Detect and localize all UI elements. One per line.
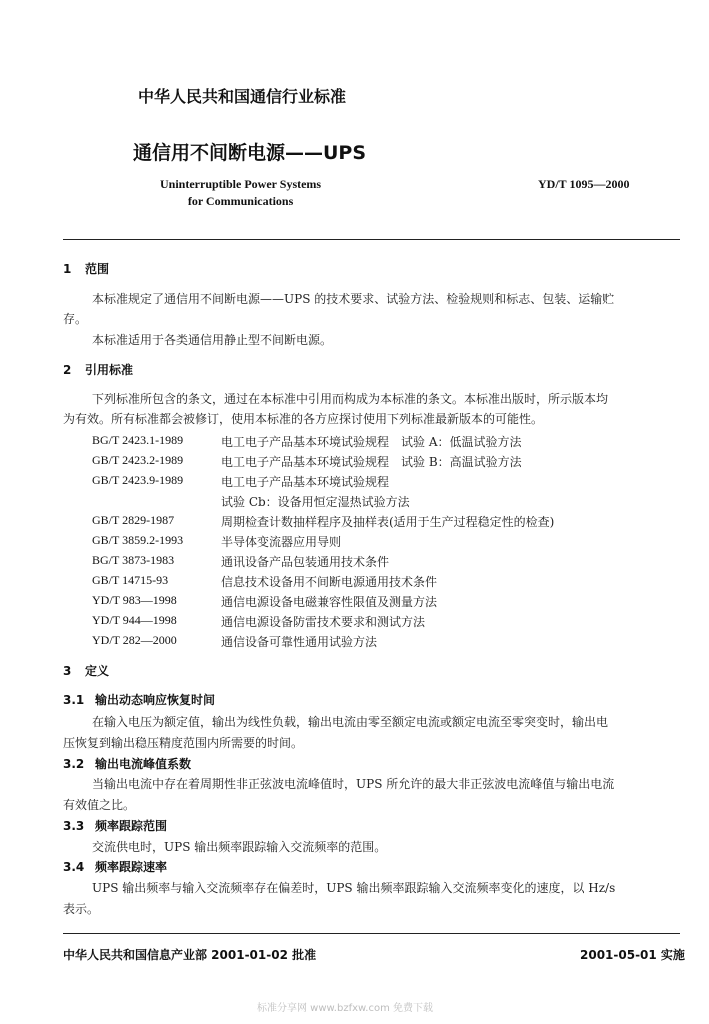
reference-code: GB/T 2423.9-1989 (92, 473, 184, 487)
reference-code: BG/T 3873-1983 (92, 553, 175, 567)
reference-code: GB/T 2829-1987 (92, 513, 175, 527)
definition-3-1-line-2: 压恢复到输出稳压精度范围内所需要的时间。 (63, 736, 304, 750)
section-title: 引用标准 (85, 363, 134, 377)
reference-code: GB/T 2423.2-1989 (92, 453, 184, 467)
definition-3-4-line-2: 表示。 (63, 902, 100, 916)
footer-divider (63, 933, 680, 934)
section-number: 1 (63, 262, 72, 276)
section-number: 2 (63, 363, 72, 377)
reference-title: 周期检查计数抽样程序及抽样表(适用于生产过程稳定性的检查) (221, 515, 555, 529)
reference-title: 通信电源设备电磁兼容性限值及测量方法 (221, 595, 438, 609)
scope-paragraph-line-1: 本标准规定了通信用不间断电源——UPS 的技术要求、试验方法、检验规则和标志、包装、运输贮 (92, 292, 615, 306)
section-2-heading (63, 361, 133, 378)
english-title-line-2: for Communications (187, 194, 294, 208)
subsection-number: 3.1 (63, 693, 85, 707)
english-title-line-1: Uninterruptible Power Systems (160, 177, 322, 191)
references-intro-line-2: 为有效。所有标准都会被修订，使用本标准的各方应探讨使用下列标准最新版本的可能性。 (63, 412, 544, 426)
reference-code: GB/T 14715-93 (92, 573, 169, 587)
reference-title: 电工电子产品基本环境试验规程 (221, 475, 390, 489)
subsection-number: 3.3 (63, 819, 85, 833)
subsection-title: 输出动态响应恢复时间 (95, 693, 216, 707)
subsection-number: 3.4 (63, 860, 85, 874)
reference-code: YD/T 983—1998 (92, 593, 177, 607)
section-title: 范围 (85, 262, 110, 276)
document-title: 通信用不间断电源——UPS (133, 142, 367, 164)
section-1-heading (63, 260, 109, 277)
definition-3-2-line-2: 有效值之比。 (63, 798, 136, 812)
header-divider (63, 239, 680, 240)
section-3-heading (63, 662, 109, 679)
definition-3-2-line-1: 当输出电流中存在着周期性非正弦波电流峰值时，UPS 所允许的最大非正弦波电流峰值与输出电流 (92, 777, 615, 791)
definition-3-3-line-1: 交流供电时，UPS 输出频率跟踪输入交流频率的范围。 (92, 840, 387, 854)
reference-title: 信息技术设备用不间断电源通用技术条件 (221, 575, 438, 589)
reference-code: GB/T 3859.2-1993 (92, 533, 184, 547)
subsection-title: 频率跟踪范围 (95, 819, 168, 833)
issuing-authority: 中华人民共和国通信行业标准 (138, 87, 347, 106)
subsection-number: 3.2 (63, 757, 85, 771)
reference-title: 半导体变流器应用导则 (221, 535, 342, 549)
section-title: 定义 (85, 664, 110, 678)
scope-applicability: 本标准适用于各类通信用静止型不间断电源。 (92, 333, 333, 347)
reference-title: 电工电子产品基本环境试验规程 试验 A：低温试验方法 (221, 435, 522, 449)
reference-code: YD/T 944—1998 (92, 613, 177, 627)
references-intro-line-1: 下列标准所包含的条文，通过在本标准中引用而构成为本标准的条文。本标准出版时，所示版本均 (92, 392, 609, 406)
definition-3-1-line-1: 在输入电压为额定值，输出为线性负载，输出电流由零至额定电流或额定电流至零突变时，输出电 (92, 715, 609, 729)
reference-title: 通讯设备产品包装通用技术条件 (221, 555, 390, 569)
reference-code: YD/T 282—2000 (92, 633, 177, 647)
definition-3-4-line-1: UPS 输出频率与输入交流频率存在偏差时，UPS 输出频率跟踪输入交流频率变化的速度，以 Hz/s (92, 881, 616, 895)
definition-3-2-heading (63, 755, 191, 772)
definition-3-3-heading (63, 817, 167, 834)
section-number: 3 (63, 664, 72, 678)
subsection-title: 频率跟踪速率 (95, 860, 168, 874)
watermark: 标准分享网 www.bzfxw.com 免费下载 (257, 1003, 433, 1014)
reference-title: 通信电源设备防雷技术要求和测试方法 (221, 615, 426, 629)
definition-3-1-heading (63, 691, 215, 708)
approval-statement: 中华人民共和国信息产业部 2001-01-02 批准 (63, 948, 317, 962)
reference-title: 电工电子产品基本环境试验规程 试验 B：高温试验方法 (221, 455, 522, 469)
subsection-title: 输出电流峰值系数 (95, 757, 192, 771)
english-title (160, 176, 321, 210)
scope-paragraph-line-2: 存。 (63, 312, 88, 326)
reference-code: BG/T 2423.1-1989 (92, 433, 184, 447)
definition-3-4-heading (63, 858, 167, 875)
reference-title-continued: 试验 Cb：设备用恒定湿热试验方法 (221, 495, 410, 509)
implementation-date: 2001-05-01 实施 (580, 948, 685, 962)
reference-title: 通信设备可靠性通用试验方法 (221, 635, 378, 649)
standard-code: YD/T 1095—2000 (538, 177, 630, 191)
